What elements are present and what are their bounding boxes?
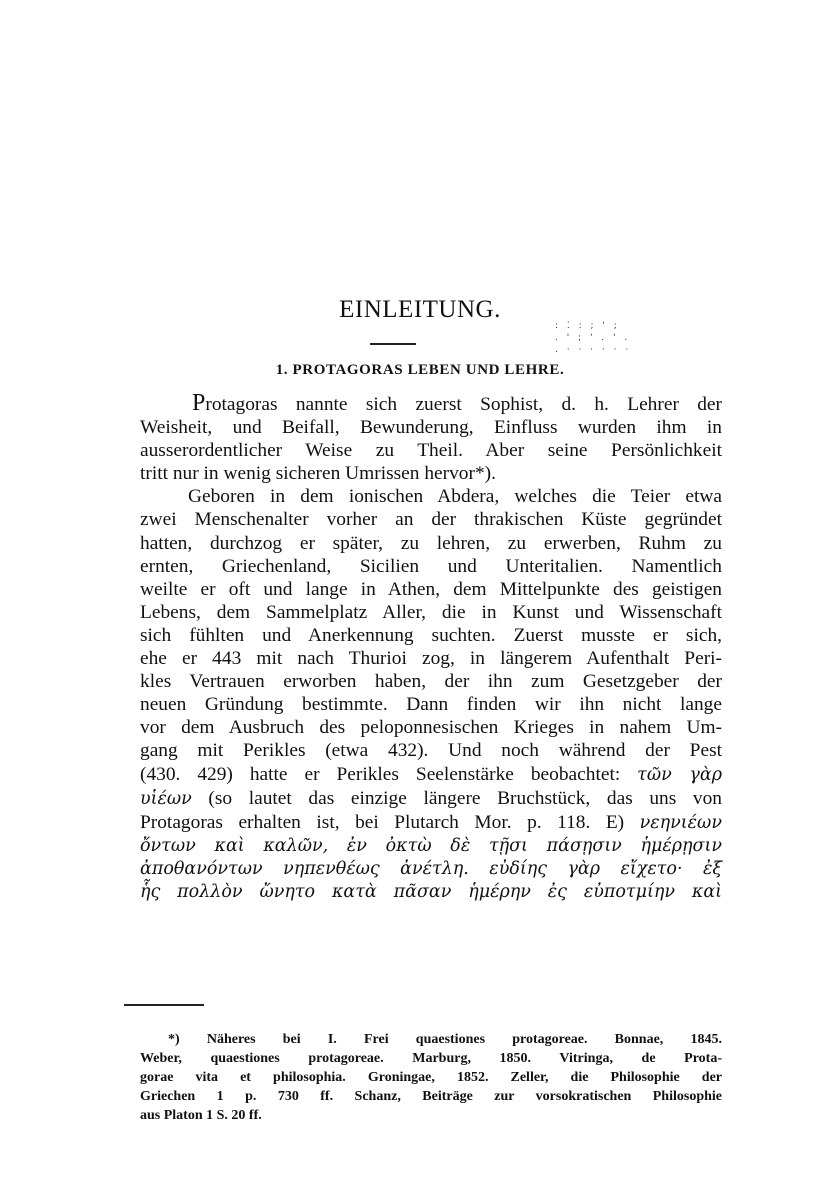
section-title: 1. PROTAGORAS LEBEN UND LEHRE. (275, 362, 565, 378)
greek-quote: υἱέων (140, 788, 192, 809)
paragraph-line: weilte er oft und lange in Athen, dem Mittelpunkte des geistigen (140, 578, 722, 600)
footnote-rule (124, 1004, 204, 1006)
paragraph-line: ernten, Griechenland, Sicilien und Unteritalien. Namentlich (140, 555, 722, 577)
heading-rule (370, 343, 416, 345)
paragraph-line: neuen Gründung bestimmte. Dann finden wir ihn nicht lange (140, 694, 722, 716)
paragraph-line: (430. 429) hatte er Perikles Seelenstärke beobachtet: τῶν γὰρ (140, 763, 722, 785)
body-text (140, 392, 722, 904)
footnote-line: Weber, quaestiones protagoreae. Marburg, 1850. Vitringa, de Prota- (140, 1051, 722, 1066)
greek-quote-line: ἧς πολλὸν ὤνητο κατὰ πᾶσαν ἡμέρην ἐς εὐποτμίην καὶ (140, 881, 722, 902)
greek-quote: νεηνιέων (639, 812, 722, 833)
footnote (140, 1030, 722, 1125)
chapter-heading: EINLEITUNG. (339, 296, 501, 323)
paragraph-line: ehe er 443 mit nach Thurioi zog, in längerem Aufenthalt Peri- (140, 648, 722, 670)
footnote-line: aus Platon 1 S. 20 ff. (140, 1108, 262, 1123)
paragraph-line: ausserordentlicher Weise zu Theil. Aber seine Persönlichkeit (140, 440, 722, 462)
footnote-line: gorae vita et philosophia. Groningae, 1852. Zeller, die Philosophie der (140, 1070, 722, 1085)
paragraph-line: vor dem Ausbruch des peloponnesischen Krieges in nahem Um- (140, 717, 722, 739)
paragraph-line: Protagoras erhalten ist, bei Plutarch Mor. p. 118. E) νεηνιέων (140, 811, 722, 833)
paragraph-line: kles Vertrauen erworben haben, der ihn zum Gesetzgeber der (140, 671, 722, 693)
paragraph-line: hatten, durchzog er später, zu lehren, zu erwerben, Ruhm zu (140, 532, 722, 554)
paragraph-line: Protagoras nannte sich zuerst Sophist, d. h. Lehrer der (192, 390, 722, 416)
footnote-line: Griechen 1 p. 730 ff. Schanz, Beiträge zur vorsokratischen Philosophie (140, 1089, 722, 1104)
paragraph-line: tritt nur in wenig sicheren Umrissen hervor*). (140, 463, 496, 485)
greek-quote-line: ὄντων καὶ καλῶν, ἐν ὀκτὼ δὲ τῇσι πάσῃσιν ἡμέρῃσιν (140, 835, 722, 856)
paragraph-line: Geboren in dem ionischen Abdera, welches die Teier etwa (188, 486, 722, 508)
footnote-line: *) Näheres bei I. Frei quaestiones protagoreae. Bonnae, 1845. (168, 1032, 722, 1047)
drop-cap: P (192, 390, 206, 416)
paragraph-line: sich fühlten und Anerkennung suchten. Zuerst musste er sich, (140, 624, 722, 646)
print-speckle-marks: : ⁚ : ; ' ; . ' ; ' . ' . . · · · · · · (555, 321, 632, 355)
paragraph-line: Weisheit, und Beifall, Bewunderung, Einfluss wurden ihm in (140, 417, 722, 439)
paragraph-line: Lebens, dem Sammelplatz Aller, die in Kunst und Wissenschaft (140, 601, 722, 623)
greek-quote: τῶν γὰρ (637, 764, 722, 785)
paragraph-line: zwei Menschenalter vorher an der thrakischen Küste gegründet (140, 509, 722, 531)
greek-quote-line: ἀποθανόντων νηπενθέως ἀνέτλη. εὐδίης γὰρ εἴχετο· ἐξ (140, 858, 722, 879)
paragraph-line: gang mit Perikles (etwa 432). Und noch während der Pest (140, 740, 722, 762)
paragraph-line: υἱέων (so lautet das einzige längere Bruchstück, das uns von (140, 787, 722, 809)
